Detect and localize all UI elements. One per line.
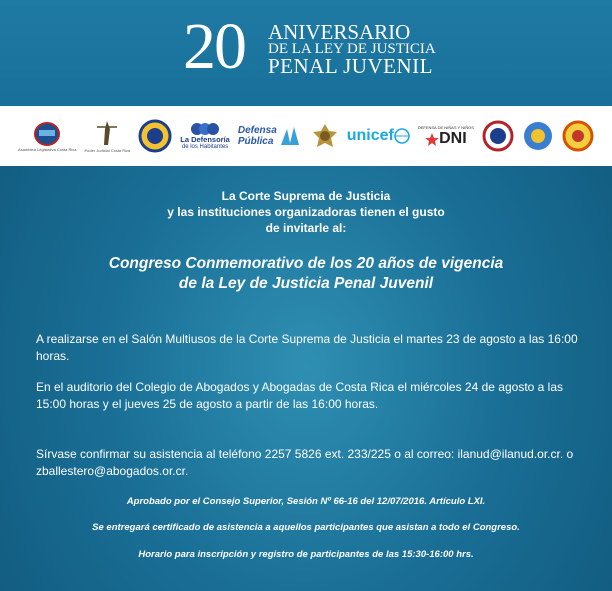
logo-caption: Poder Judicial Costa Rica <box>84 148 131 153</box>
dni-logo <box>418 125 474 148</box>
logo-text: DNI <box>439 129 467 147</box>
seal-logo-3 <box>138 119 172 153</box>
defensoria-logo <box>180 122 230 151</box>
logo-caption: Asamblea Legislativa Costa Rica <box>18 147 77 152</box>
star-icon <box>425 132 439 146</box>
badge-logo <box>311 122 339 150</box>
circular-seal-icon <box>562 120 594 152</box>
logo-subtext: Pública <box>237 136 274 147</box>
intro-line-3: de invitarle al: <box>265 221 347 235</box>
title-line-2: de la Ley de Justicia Penal Juvenil <box>178 275 434 292</box>
circular-seal-icon <box>482 120 514 152</box>
seal-logo-9 <box>482 120 514 152</box>
header-line-2: DE LA LEY DE JUSTICIA <box>268 41 436 57</box>
rsvp-paragraph: Sírvase confirmar su asistencia al teléfono 2257 5826 ext. 233/225 o al correo: ilanud@ilanud.or.cr. o zballestero@abogados.or.cr. <box>36 447 574 478</box>
logo-text: Defensa <box>237 125 277 136</box>
unicef-logo <box>347 127 410 145</box>
raised-hands-icon <box>277 123 303 149</box>
anniversary-number: 20 <box>183 10 245 83</box>
logo-subtext: de los Habitantes <box>181 143 229 150</box>
people-group-icon <box>190 122 220 136</box>
sponsor-logos-strip <box>0 106 612 166</box>
registration-note: Horario para inscripción y registro de participantes de las 15:30-16:00 hrs. <box>138 549 474 560</box>
header-line-1: ANIVERSARIO <box>268 20 411 44</box>
circular-seal-icon <box>522 120 554 152</box>
venue-paragraph-1: A realizarse en el Salón Multiusos de la Corte Suprema de Justicia el martes 23 de agosto a las 16:00 horas. <box>36 332 578 363</box>
intro-line-1: La Corte Suprema de Justicia <box>221 189 391 203</box>
approval-note: Aprobado por el Consejo Superior, Sesión Nº 66-16 del 12/07/2016. Artículo LXI. <box>126 496 486 507</box>
logo-subtext: DEFENSA DE NIÑAS Y NIÑOS <box>417 124 474 130</box>
logo-text: unicef <box>346 127 394 144</box>
justice-statue-icon <box>95 119 119 147</box>
certificate-note: Se entregará certificado de asistencia a aquellos participantes que asistan a todo el Congreso. <box>92 522 520 533</box>
intro-line-2: y las instituciones organizadoras tienen el gusto <box>167 205 445 219</box>
seal-logo-10 <box>522 120 554 152</box>
globe-icon <box>394 128 410 144</box>
justicia-restaurativa-logo <box>562 120 594 152</box>
venue-paragraph-2: En el auditorio del Colegio de Abogados y Abogadas de Costa Rica el miércoles 24 de agosto a las 15:00 horas y el jueves 25 de agosto a partir de las 16:00 horas. <box>36 380 564 411</box>
event-title <box>0 254 612 294</box>
logo-text: La Defensoría <box>180 134 230 144</box>
police-badge-icon <box>311 122 339 150</box>
poder-judicial-logo <box>84 119 130 153</box>
intro-text <box>0 188 612 236</box>
header-banner <box>0 0 612 106</box>
title-line-1: Congreso Conmemorativo de los 20 años de vigencia <box>108 255 504 272</box>
coat-of-arms-icon <box>33 120 61 146</box>
defensa-publica-logo <box>238 123 303 149</box>
header-line-3: PENAL JUVENIL <box>268 54 433 78</box>
asamblea-logo <box>18 120 76 152</box>
circular-seal-icon <box>138 119 172 153</box>
